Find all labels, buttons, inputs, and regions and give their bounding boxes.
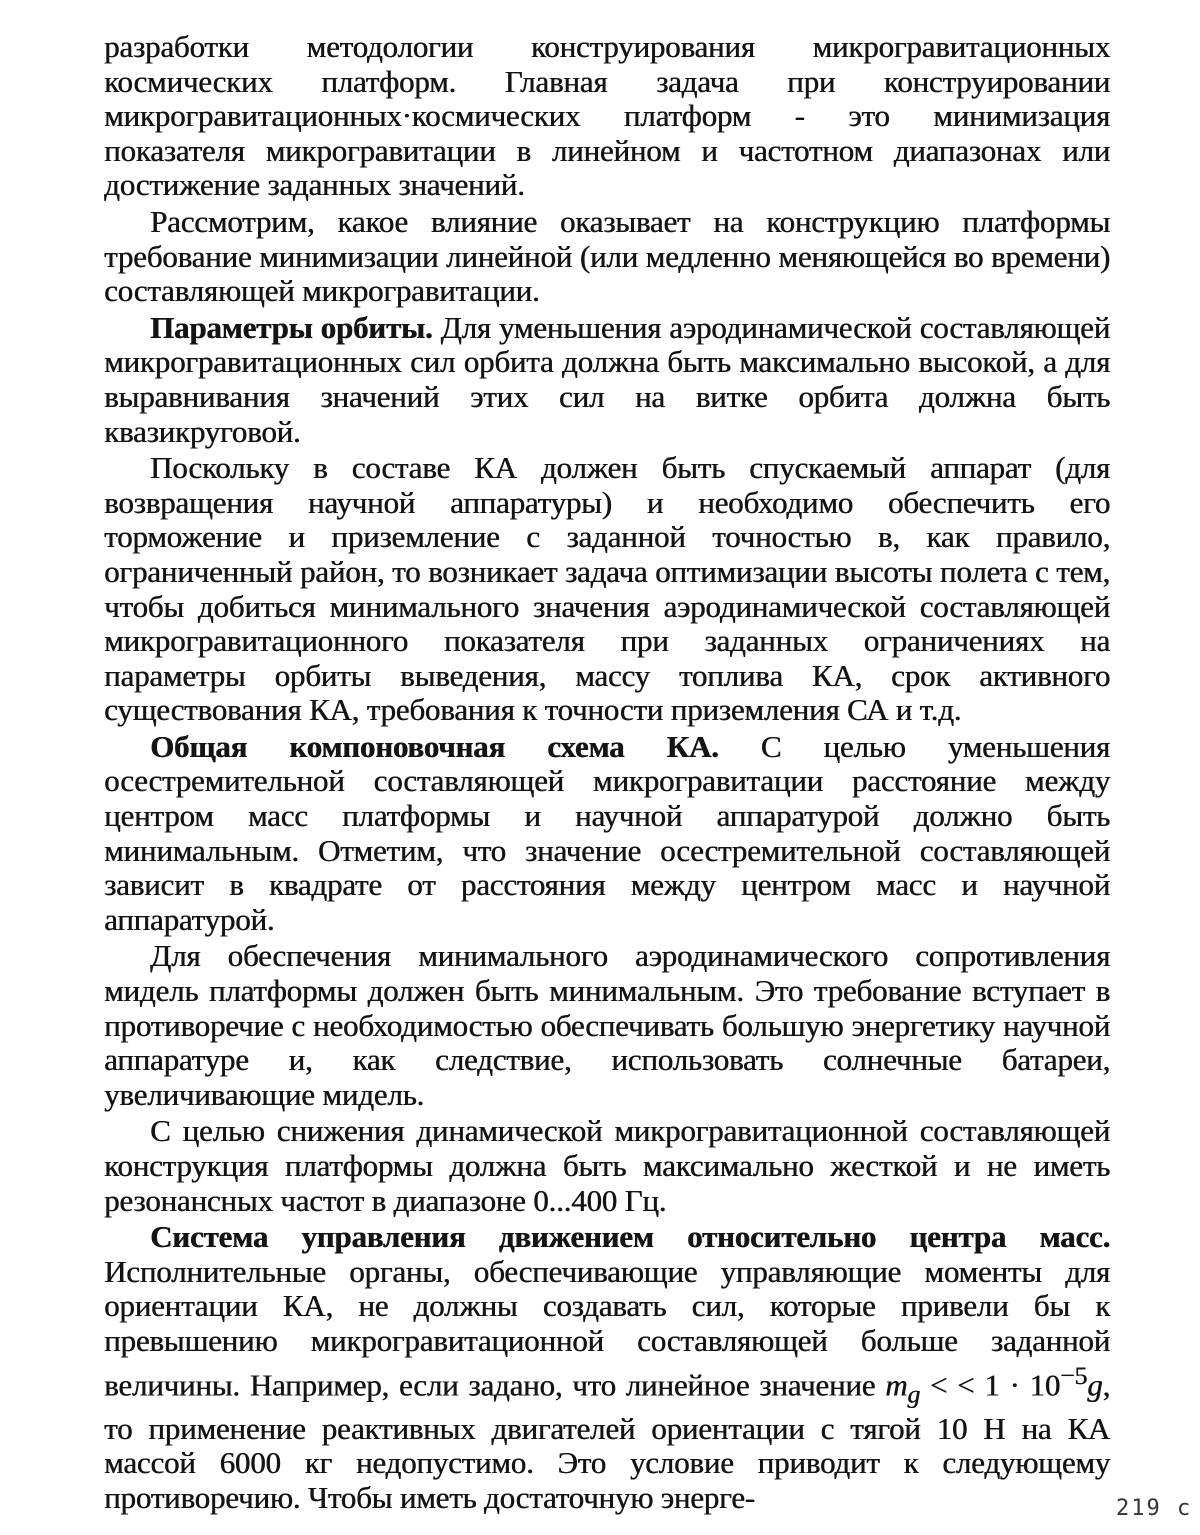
document-page (104, 30, 1110, 1517)
body-text (104, 30, 1110, 1218)
section-heading: Общая компоновочная схема КА. (150, 728, 719, 764)
math-m: m (885, 1366, 908, 1402)
paragraph-text: Для обеспечения минимального аэродинамического сопротивления мидель платформы должен быть минимальным. Это требование вступает в противоречие с необходимостью обеспечивать большую энергетику научной аппаратуре и, как следствие, использовать солнечные батареи, увеличивающие мидель. (104, 938, 1110, 1112)
paragraph-text: Рассмотрим, какое влияние оказывает на конструкцию платформы требование минимизации линейной (или медленно меняющейся во времени) составляющей микрогравитации. (104, 203, 1110, 309)
paragraph (104, 1114, 1110, 1218)
paragraph-text: Для уменьшения аэродинамической составляющей микрогравитационных сил орбита должна быть максимально высокой, а для выравнивания значений этих сил на витке орбита должна быть квазикруговой. (104, 309, 1110, 449)
paragraph-text-end: , то применение реактивных двигателей ориентации с тягой 10 Н на КА массой 6000 кг недопустимо. Это условие приводит к следующему противоречию. Чтобы иметь достаточную энерге- (104, 1366, 1110, 1515)
section-heading: Система управления движением относительно центра масс. (150, 1219, 1110, 1255)
paragraph (104, 205, 1110, 309)
paragraph (104, 939, 1110, 1112)
paragraph (104, 30, 1110, 203)
paragraph (104, 730, 1110, 938)
paragraph-text: С целью уменьшения осестремительной составляющей микрогравитации расстояние между центром масс платформы и научной аппаратурой должно быть минимальным. Отметим, что значение осестремительной составляющей зависит в квадрате от расстояния между центром масс и научной аппаратурой. (104, 728, 1110, 937)
paragraph-text: Поскольку в составе КА должен быть спускаемый аппарат (для возвращения научной аппаратуры) и необходимо обеспечить его торможение и приземление с заданной точностью в, как правило, ограниченный район, то возникает задача оптимизации высоты полета с тем, чтобы добиться минимального значения аэродинамической составляющей микрогравитационного показателя при заданных ограничениях на параметры орбиты выведения, массу топлива КА, срок активного существования КА, требования к точности приземления СА и т.д. (104, 450, 1110, 728)
math-subscript-g: g (907, 1379, 920, 1409)
page-number: 219 с (1116, 1496, 1193, 1521)
paragraph-text-cont: < < 1 · 10 (920, 1366, 1061, 1402)
paragraph (104, 451, 1110, 728)
paragraph-text: С целью снижения динамической микрогравитационной составляющей конструкция платформы должна быть максимально жесткой и не иметь резонансных частот в диапазоне 0...400 Гц. (104, 1113, 1110, 1218)
section-heading: Параметры орбиты. (150, 309, 433, 345)
math-exponent: −5 (1060, 1360, 1088, 1390)
math-g: g (1087, 1366, 1103, 1402)
paragraph-text: Исполнительные органы, обеспечивающие управляющие моменты для ориентации КА, не должны создавать сил, которые привели бы к превышению микрогравитационной составляющей больше заданной величины. Например, если задано, что линейное значение (104, 1253, 1110, 1402)
paragraph (104, 311, 1110, 449)
paragraph-attitude-control (104, 1220, 1110, 1515)
paragraph-text: разработки методологии конструирования микрогравитационных космических платформ. Главная задача при конструировании микрогравитационных·космических платформ - это минимизация показателя микрогравитации в линейном и частотном диапазонах или достижение заданных значений. (104, 29, 1110, 203)
